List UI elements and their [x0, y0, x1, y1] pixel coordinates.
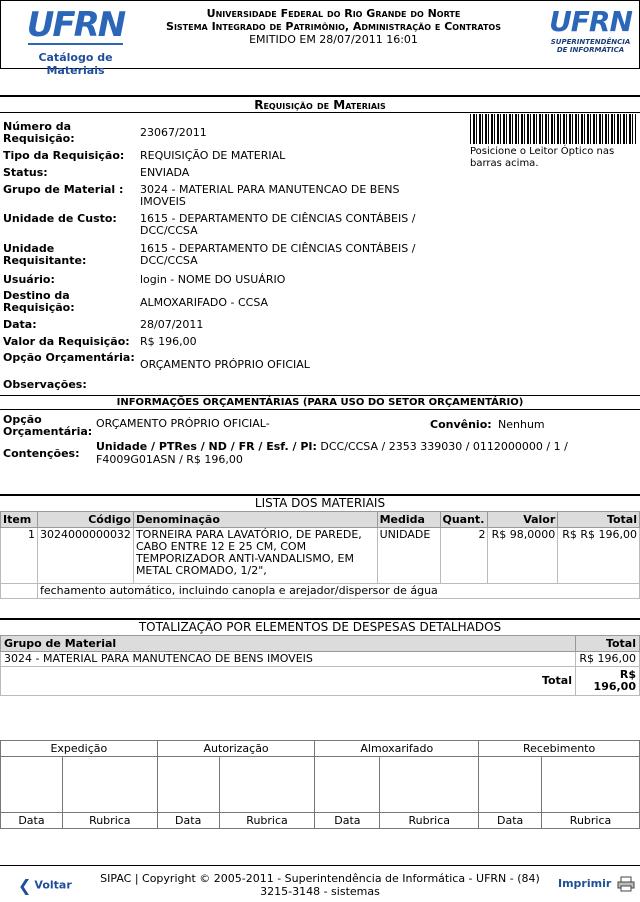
field-label-observacoes: Observações:: [3, 378, 87, 391]
field-label-numero: Número da Requisição:: [3, 120, 75, 145]
sig-blank: [1, 757, 63, 813]
table-row: [1, 652, 640, 667]
col-header-quant: Quant.: [440, 512, 488, 528]
sig-blank: [157, 757, 219, 813]
sig-rubrica-label: Rubrica: [62, 813, 157, 829]
report-header: [0, 0, 640, 77]
field-label-usuario: Usuário:: [3, 273, 55, 286]
sig-expedicao: Expedição: [1, 741, 158, 757]
signatures-label-row: [1, 813, 640, 829]
col-header-grupo: Grupo de Material: [1, 636, 576, 652]
col-header-item: Item: [1, 512, 38, 528]
section-title-lista: LISTA DOS MATERIAIS: [0, 494, 640, 511]
field-label-unidade-requisitante: Unidade Requisitante:: [3, 242, 87, 267]
sig-blank: [542, 757, 640, 813]
cell-total: R$ R$ 196,00: [558, 528, 640, 584]
field-value-usuario: login - NOME DO USUÁRIO: [140, 273, 286, 286]
signatures-table: [0, 740, 640, 829]
sig-rubrica-label: Rubrica: [542, 813, 640, 829]
totalizacao-header-row: [1, 636, 640, 652]
sig-blank: [479, 757, 542, 813]
copyright-text: SIPAC | Copyright © 2005-2011 - Superintendência de Informática - UFRN - (84) 3215-3148 - sistemas: [100, 872, 540, 898]
orc-contencoes-header: Unidade / PTRes / ND / FR / Esf. / PI:: [96, 440, 317, 453]
emitted-date: EMITIDO EM 28/07/2011 16:01: [249, 33, 418, 46]
orc-convenio-value: Nenhum: [498, 418, 545, 431]
col-header-codigo: Código: [37, 512, 133, 528]
orc-contencoes-value: DCC/CCSA / 2353 339030 / 0112000000 / 1 / F4009G01ASN / R$ 196,00: [96, 440, 568, 466]
section-title-requisicao: Requisição de Materiais: [0, 95, 640, 113]
sig-data-label: Data: [157, 813, 219, 829]
cell-codigo: 3024000000032: [37, 528, 133, 584]
field-label-destino: Destino da Requisição:: [3, 289, 75, 314]
field-label-valor: Valor da Requisição:: [3, 335, 130, 348]
field-value-unidade-custo: 1615 - DEPARTAMENTO DE CIÊNCIAS CONTÁBEIS / DCC/CCSA: [140, 212, 416, 237]
col-header-total: Total: [558, 512, 640, 528]
table-row: [1, 528, 640, 584]
cell-quant: 2: [440, 528, 488, 584]
sig-blank: [219, 757, 315, 813]
field-value-data: 28/07/2011: [140, 318, 204, 331]
ufrn-logo-text: UFRN: [26, 5, 125, 45]
cell-grupo: 3024 - MATERIAL PARA MANUTENCAO DE BENS IMOVEIS: [1, 652, 576, 667]
catalogo-materiais-caption: Catálogo de Materiais: [38, 51, 113, 77]
orc-contencoes-label: Contenções:: [3, 447, 80, 460]
field-label-data: Data:: [3, 318, 37, 331]
materials-table: [0, 511, 640, 599]
field-label-status: Status:: [3, 166, 48, 179]
col-header-valor: Valor: [488, 512, 558, 528]
university-name: Universidade Federal do Rio Grande do Norte: [206, 7, 461, 20]
sig-autorizacao: Autorização: [157, 741, 315, 757]
col-header-denominacao: Denominação: [133, 512, 377, 528]
sig-blank: [315, 757, 380, 813]
total-label: Total: [1, 667, 576, 696]
signatures-blank-row: [1, 757, 640, 813]
printer-icon: [617, 876, 635, 892]
totalizacao-table: [0, 635, 640, 696]
field-label-unidade-custo: Unidade de Custo:: [3, 212, 117, 225]
sinfo-logo-text: UFRN: [549, 5, 632, 38]
sig-data-label: Data: [315, 813, 380, 829]
cell-medida: UNIDADE: [377, 528, 440, 584]
sig-recebimento: Recebimento: [479, 741, 640, 757]
section-title-orcamentarias: INFORMAÇÕES ORÇAMENTÁRIAS (PARA USO DO SETOR ORÇAMENTÁRIO): [0, 395, 640, 410]
sig-blank: [62, 757, 157, 813]
cell-item: 1: [1, 528, 38, 584]
sinfo-logo: [548, 6, 633, 64]
total-row: [1, 667, 640, 696]
sig-rubrica-label: Rubrica: [219, 813, 315, 829]
field-label-tipo: Tipo da Requisição:: [3, 149, 125, 162]
back-arrow-icon: ❮: [18, 876, 32, 895]
table-row-extra: [1, 584, 640, 599]
section-title-totalizacao: TOTALIZAÇÃO POR ELEMENTOS DE DESPESAS DETALHADOS: [0, 618, 640, 635]
cell-extra-empty: [1, 584, 38, 599]
sinfo-logo-line2: DE INFORMÁTICA: [556, 46, 625, 54]
col-header-tot-total: Total: [576, 636, 640, 652]
materials-header-row: [1, 512, 640, 528]
sig-almoxarifado: Almoxarifado: [315, 741, 479, 757]
field-value-grupo: 3024 - MATERIAL PARA MANUTENCAO DE BENS IMOVEIS: [140, 183, 400, 208]
system-name: Sistema Integrado de Patrimônio, Administração e Contratos: [166, 20, 501, 33]
field-label-opcao: Opção Orçamentária:: [3, 351, 135, 364]
sig-blank: [380, 757, 479, 813]
field-value-status: ENVIADA: [140, 166, 190, 179]
barcode-image: [470, 114, 636, 144]
field-value-valor: R$ 196,00: [140, 335, 197, 348]
orc-contencoes-block: [96, 440, 631, 466]
orc-opcao-value: ORÇAMENTO PRÓPRIO OFICIAL-: [96, 417, 270, 430]
cell-grupo-total: R$ 196,00: [576, 652, 640, 667]
col-header-medida: Medida: [377, 512, 440, 528]
sig-data-label: Data: [479, 813, 542, 829]
cell-extra-desc: fechamento automático, incluindo canopla e arejador/dispersor de água: [37, 584, 639, 599]
field-label-grupo: Grupo de Material :: [3, 183, 124, 196]
footer: [0, 865, 640, 902]
orc-convenio-label: Convênio:: [430, 418, 492, 431]
cell-denominacao: TORNEIRA PARA LAVATÓRIO, DE PAREDE, CABO ENTRE 12 E 25 CM, COM TEMPORIZADOR ANTI-VANDALISMO, EM METAL CROMADO, 1/2",: [133, 528, 377, 584]
field-value-opcao: ORÇAMENTO PRÓPRIO OFICIAL: [140, 358, 310, 371]
sig-rubrica-label: Rubrica: [380, 813, 479, 829]
signatures-header-row: [1, 741, 640, 757]
barcode-hint: Posicione o Leitor Óptico nas barras acima.: [470, 146, 615, 169]
field-value-destino: ALMOXARIFADO - CCSA: [140, 296, 269, 309]
ufrn-logo: [13, 5, 138, 77]
voltar-button[interactable]: [18, 876, 72, 895]
sinfo-logo-line1: SUPERINTENDÊNCIA: [550, 38, 631, 46]
field-value-numero: 23067/2011: [140, 126, 207, 139]
imprimir-label: Imprimir: [558, 877, 612, 890]
sig-data-label: Data: [1, 813, 63, 829]
total-value: R$ 196,00: [576, 667, 640, 696]
orc-opcao-label: Opção Orçamentária:: [3, 413, 93, 438]
imprimir-button[interactable]: [558, 876, 635, 892]
header-titles: [141, 7, 526, 46]
cell-valor: R$ 98,0000: [488, 528, 558, 584]
field-value-tipo: REQUISIÇÃO DE MATERIAL: [140, 149, 286, 162]
voltar-label: Voltar: [34, 878, 72, 892]
field-value-unidade-requisitante: 1615 - DEPARTAMENTO DE CIÊNCIAS CONTÁBEIS / DCC/CCSA: [140, 242, 416, 267]
